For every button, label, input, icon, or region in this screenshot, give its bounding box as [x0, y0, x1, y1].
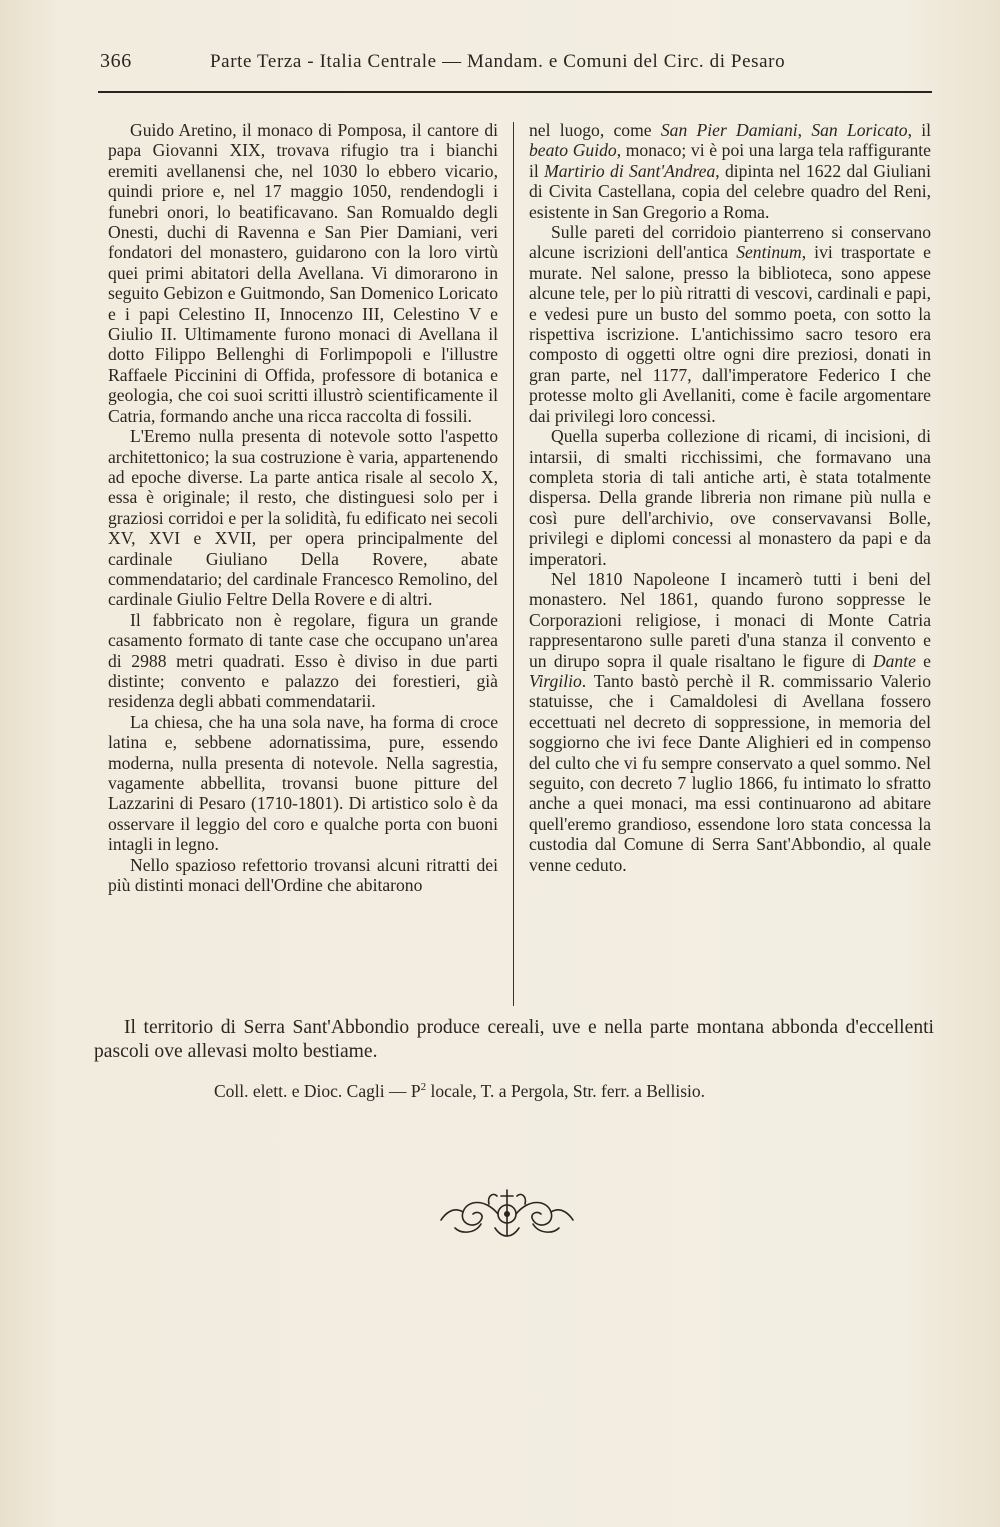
left-paragraph-2: L'Eremo nulla presenta di notevole sotto l'aspetto architettonico; la sua costruzione è varia, appartenendo ad epoche diverse. La parte antica risale al secolo X, essa è originale; il resto, che distinguesi solo per i graziosi corridoi e per la solidità, fu edificato nei secoli XV, XVI e XVII, per opera principalmente del cardinale Giuliano Della Rovere, abate commendatario; del cardinale Francesco Remolino, del cardinale Giulio Feltre Della Rovere e di altri. [108, 426, 498, 610]
decorative-ornament-icon [437, 1184, 577, 1242]
left-column [108, 120, 498, 895]
left-paragraph-3: Il fabbricato non è regolare, figura un grande casamento formato di tante case che occupano un'area di 2988 metri quadrati. Esso è diviso in due parti distinte; convento e palazzo dei forestieri, già residenza degli abbati commendatarii. [108, 609, 498, 712]
right-paragraph-1: nel luogo, come San Pier Damiani, San Loricato, il beato Guido, monaco; vi è poi una larga tela raffigurante il Martirio di Sant'Andrea, dipinta nel 1622 dal Giuliani di Civita Castellana, copia del celebre quadro del Reni, esistente in San Gregorio a Roma. [529, 120, 932, 222]
left-paragraph-4: La chiesa, che ha una sola nave, ha forma di croce latina e, sebbene adornatissima, pure, essendo moderna, nulla presenta di notevole. Nella sagrestia, vagamente abbellita, trovansi buone pitture del Lazzarini di Pesaro (1710-1801). Di artistico solo è da osservare il leggio del coro e qualche porta con buoni intagli in legno. [108, 711, 498, 855]
left-paragraph-5: Nello spazioso refettorio trovansi alcuni ritratti dei più distinti monaci dell'Ordine che abitarono [108, 854, 498, 896]
right-paragraph-3: Quella superba collezione di ricami, di incisioni, di intarsii, di smalti ricchissimi, che formavano una completa storia di tali antiche arti, è stata totalmente dispersa. Della grande libreria non rimane più nulla e così pure dell'archivio, ove conservavansi Bolle, privilegi e diplomi concessi al monastero da papi e da imperatori. [529, 426, 931, 569]
right-paragraph-2: Sulle pareti del corridoio pianterreno si conservano alcune iscrizioni dell'antica Sentinum, ivi trasportate e murate. Nel salone, presso la biblioteca, sono appese alcune tele, per lo più ritratti di vescovi, cardinali e papi, e vedesi pure un busto del sommo poeta, con sotto la rispettiva iscrizione. L'antichissimo sacro tesoro era composto di oggetti oltre ogni dire preziosi, donati in gran parte, nel 1177, dall'imperatore Federico I che protesse molto gli Avellaniti, come è facile argomentare dai privilegi loro concessi. [529, 222, 931, 426]
right-paragraph-4: Nel 1810 Napoleone I incamerò tutti i beni del monastero. Nel 1861, quando furono soppresse le Corporazioni religiose, i monaci di Monte Catria rappresentarono sulle pareti d'una stanza il convento e un dirupo sopra il quale risaltano le figure di Dante e Virgilio. Tanto bastò perchè il R. commissario Valerio statuisse, che i Camaldolesi di Avellana fossero eccettuati nel decreto di soppressione, in memoria del soggiorno che ivi fece Dante Alighieri ed in compenso del culto che vi fu sempre conservato a quel sommo. Nel seguito, con decreto 7 luglio 1866, fu intimato lo sfratto anche a quei monaci, ma essi continuarono ad abitare quell'eremo grandioso, essendone loro stata concessa la custodia dal Comune di Serra Sant'Abbondio, al quale venne ceduto. [529, 568, 931, 875]
running-title: Parte Terza - Italia Centrale — Mandam. e Comuni del Circ. di Pesaro [210, 51, 786, 72]
left-paragraph-1: Guido Aretino, il monaco di Pomposa, il cantore di papa Giovanni XIX, trovava rifugio tra i bianchi eremiti avellanensi che, nel 1030 lo ebbero vicario, quindi priore e, nel 17 maggio 1050, rendendogli i funebri onori, lo beatificavano. San Romualdo degli Onesti, duchi di Ravenna e San Pier Damiani, veri fondatori del monastero, guidarono con la loro virtù quei primi abitatori della Avellana. Vi dimorarono in seguito Gebizon e Guitmondo, San Domenico Loricato e i papi Celestino II, Innocenzo III, Celestino V e Giulio II. Ultimamente furono monaci di Avellana il dotto Filippo Bellenghi di Forlimpopoli e l'illustre Raffaele Piccinini di Offida, professore di botanica e geologia, che coi suoi scritti illustrò scientificamente il Catria, formando anche una ricca raccolta di fossili. [108, 120, 498, 426]
territory-summary: Il territorio di Serra Sant'Abbondio produce cereali, uve e nella parte montana abbonda d'eccellenti pascoli ove allevasi molto bestiame. [94, 1017, 934, 1062]
right-column [529, 120, 931, 875]
page-header [100, 50, 932, 73]
header-rule [98, 91, 932, 93]
page-number: 366 [100, 50, 132, 72]
electoral-info: Coll. elett. e Dioc. Cagli — $P^2$ locale, T. a Pergola, Str. ferr. a Bellisio. [214, 1081, 706, 1101]
column-divider [513, 122, 514, 1006]
